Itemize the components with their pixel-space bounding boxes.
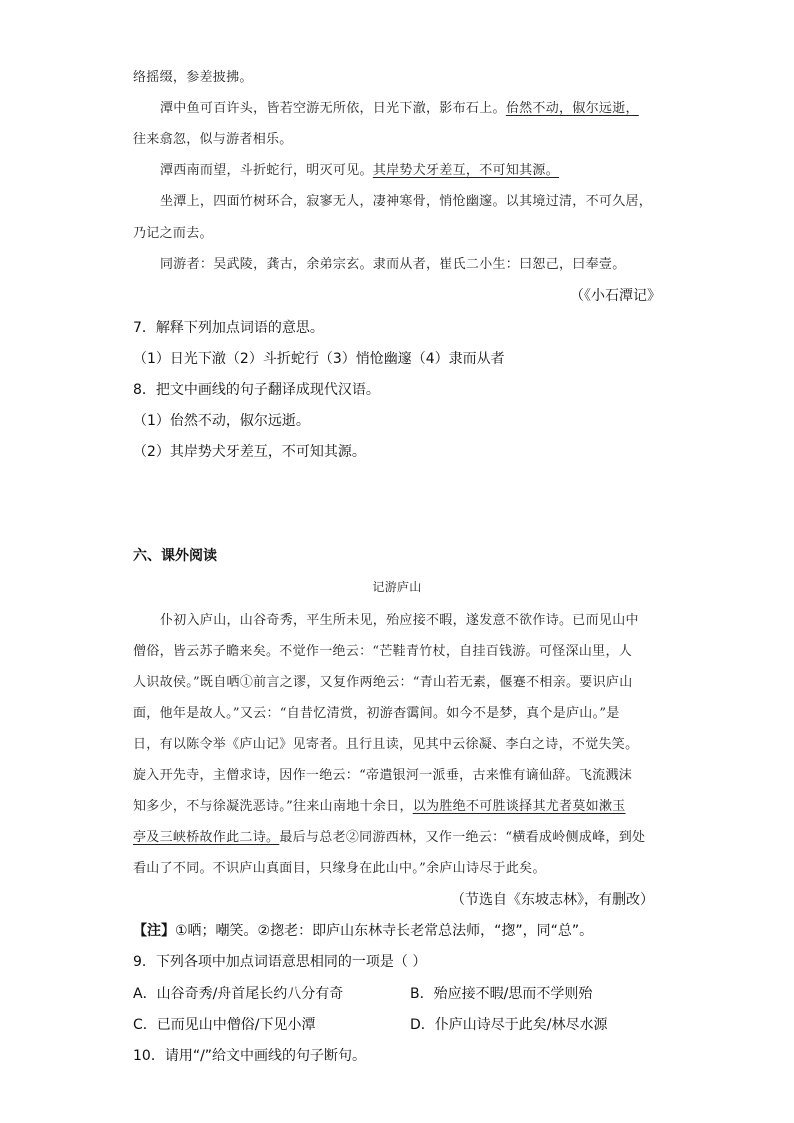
passage-line: 仆初入庐山，山谷奇秀，平生所未见，殆应接不暇，遂发意不欲作诗。已而见山中 [160, 613, 639, 628]
passage-line [133, 795, 626, 814]
passage-line [160, 97, 639, 116]
passage-line: 往来翕忽，似与游者相乐。 [133, 132, 293, 147]
note-label: 【注】 [133, 923, 175, 939]
option-b[interactable]: B．殆应接不暇/思而不学则殆 [410, 986, 593, 1002]
passage-line: 旋入开先寺，主僧求诗，因作一绝云：“帝遣银河一派垂，古来惟有谪仙辞。飞流溅沫 [133, 768, 633, 783]
passage-line: 同游者：吴武陵，龚古，余弟宗玄。隶而从者，崔氏二小生：曰恕己，曰奉壹。 [160, 257, 626, 272]
passage-line: 乃记之而去。 [133, 226, 213, 241]
passage-line [160, 159, 559, 178]
passage-title: 记游庐山 [372, 580, 422, 594]
question-8-prompt: 8．把文中画线的句子翻译成现代汉语。 [133, 382, 380, 398]
passage-line: 面，他年是故人。”又云：“自昔忆清赏，初游杳霭间。如今不是梦，真个是庐山。”是 [133, 706, 620, 721]
passage-text: 最后与总老②同游西林，又作一绝云：“横看成岭侧成峰，到处 [279, 830, 646, 845]
note-text: ①哂；嘲笑。②揔老：即庐山东林寺长老常总法师，“揔”，同“总”。 [175, 923, 594, 939]
passage-source: （节选自《东坡志林》，有删改） [451, 892, 654, 908]
passage-line: 坐潭上，四面竹树环合，寂寥无人，凄神寒骨，悄怆幽邃。以其境过清，不可久居， [160, 194, 653, 209]
annotation-note [133, 920, 593, 940]
question-9-prompt: 9．下列各项中加点词语意思相同的一项是（ ） [133, 954, 427, 970]
underlined-sentence: 佁然不动，俶尔远逝， [505, 101, 639, 116]
passage-text: 潭西南而望，斗折蛇行，明灭可见。 [160, 163, 373, 178]
underlined-sentence: 亭及三峡桥故作此二诗。 [133, 830, 280, 845]
option-a[interactable]: A．山谷奇秀/舟首尾长约八分有奇 [133, 986, 344, 1002]
passage-text: 知多少，不与徐凝洗恶诗。”往来山南地十余日， [133, 799, 413, 814]
question-8-item-1: （1）佁然不动，俶尔远逝。 [133, 413, 310, 429]
passage-line: 看山了不同。不识庐山真面目，只缘身在此山中。”余庐山诗尽于此矣。 [133, 861, 546, 876]
passage-line: 人识故侯。”既自哂①前言之谬，又复作两绝云：“青山若无素，偃蹇不相亲。要识庐山 [133, 675, 633, 690]
passage-line [133, 826, 645, 845]
underlined-sentence: 以为胜绝不可胜谈择其尤者莫如漱玉 [412, 799, 626, 814]
option-c[interactable]: C．已而见山中僧俗/下见小潭 [133, 1017, 316, 1033]
section-heading: 六、课外阅读 [133, 548, 217, 564]
option-d[interactable]: D．仆庐山诗尽于此矣/林尽水源 [410, 1017, 608, 1033]
question-7-items: （1）日光下澈（2）斗折蛇行（3）悄怆幽邃（4）隶而从者 [133, 351, 505, 367]
passage-line: 日，有以陈令举《庐山记》见寄者。且行且读，见其中云徐凝、李白之诗，不觉失笑。 [133, 737, 639, 752]
question-10-prompt: 10．请用“/”给文中画线的句子断句。 [133, 1048, 367, 1064]
passage-line: 僧俗，皆云苏子瞻来矣。不觉作一绝云：“芒鞋青竹杖，自挂百钱游。可怪深山里，人 [133, 644, 633, 659]
question-8-item-2: （2）其岸势犬牙差互，不可知其源。 [133, 444, 366, 460]
underlined-sentence: 其岸势犬牙差互，不可知其源。 [372, 163, 560, 178]
passage-text: 潭中鱼可百许头，皆若空游无所依，日光下澈，影布石上。 [160, 101, 506, 116]
passage-source: （《小石潭记》 [570, 288, 661, 304]
passage-line: 络摇缀，参差披拂。 [133, 70, 253, 85]
question-7-prompt: 7．解释下列加点词语的意思。 [133, 320, 324, 336]
